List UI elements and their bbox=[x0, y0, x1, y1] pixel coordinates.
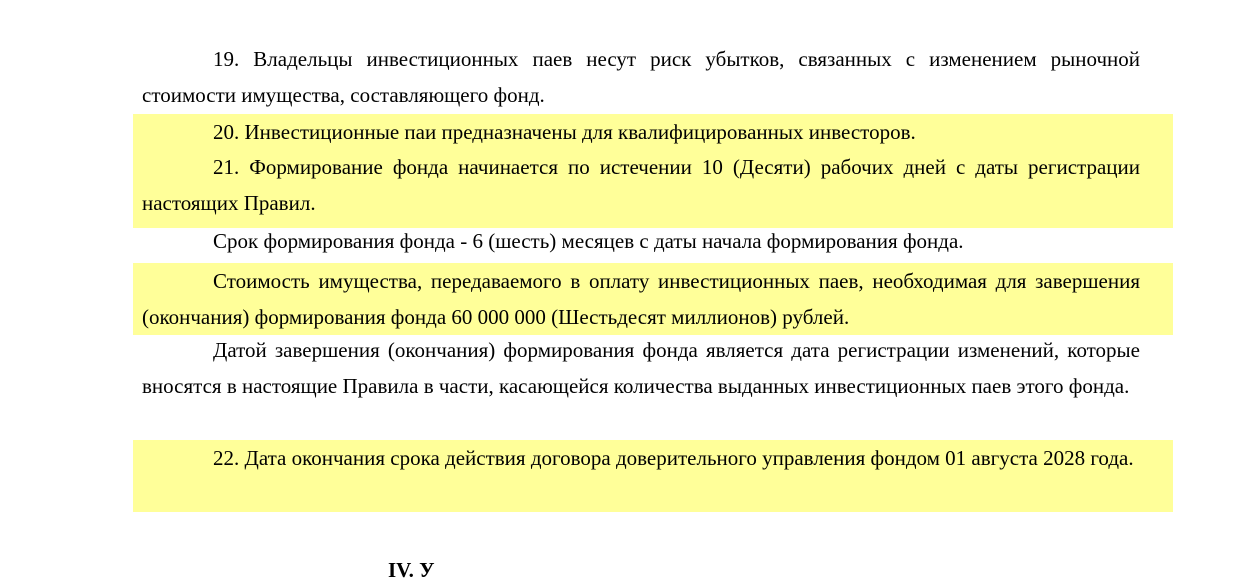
paragraph-21-end: Датой завершения (окончания) формирования фонда является дата регистрации изменений, которые вносятся в настоящие Правила в части, касающейся количества выданных инвестиционных паев этого фонда. bbox=[142, 338, 1140, 398]
paragraph-21-term: Срок формирования фонда - 6 (шесть) месяцев с даты начала формирования фонда. bbox=[213, 229, 964, 253]
paragraph-22: 22. Дата окончания срока действия договора доверительного управления фондом 01 августа 2028 года. bbox=[213, 446, 1134, 470]
cut-off-section-heading bbox=[388, 558, 448, 582]
section-heading-text: IV. У bbox=[388, 558, 435, 582]
paragraph-19: 19. Владельцы инвестиционных паев несут риск убытков, связанных с изменением рыночной стоимости имущества, составляющего фонд. bbox=[142, 47, 1140, 107]
paragraph-21: 21. Формирование фонда начинается по истечении 10 (Десяти) рабочих дней с даты регистрации настоящих Правил. bbox=[142, 155, 1140, 215]
paragraph-22-block bbox=[133, 440, 1173, 512]
paragraph-21-value: Стоимость имущества, передаваемого в оплату инвестиционных паев, необходимая для завершения (окончания) формирования фонда 60 000 000 (Шестьдесят миллионов) рублей. bbox=[142, 269, 1140, 329]
paragraph-21-end-block bbox=[133, 332, 1173, 440]
paragraph-21-term-block bbox=[133, 223, 1173, 263]
paragraph-21-block bbox=[133, 149, 1173, 228]
paragraph-20: 20. Инвестиционные паи предназначены для квалифицированных инвесторов. bbox=[213, 120, 916, 144]
paragraph-21-value-block bbox=[133, 263, 1173, 335]
paragraph-19-block bbox=[133, 41, 1173, 117]
paragraph-20-block bbox=[133, 114, 1173, 154]
